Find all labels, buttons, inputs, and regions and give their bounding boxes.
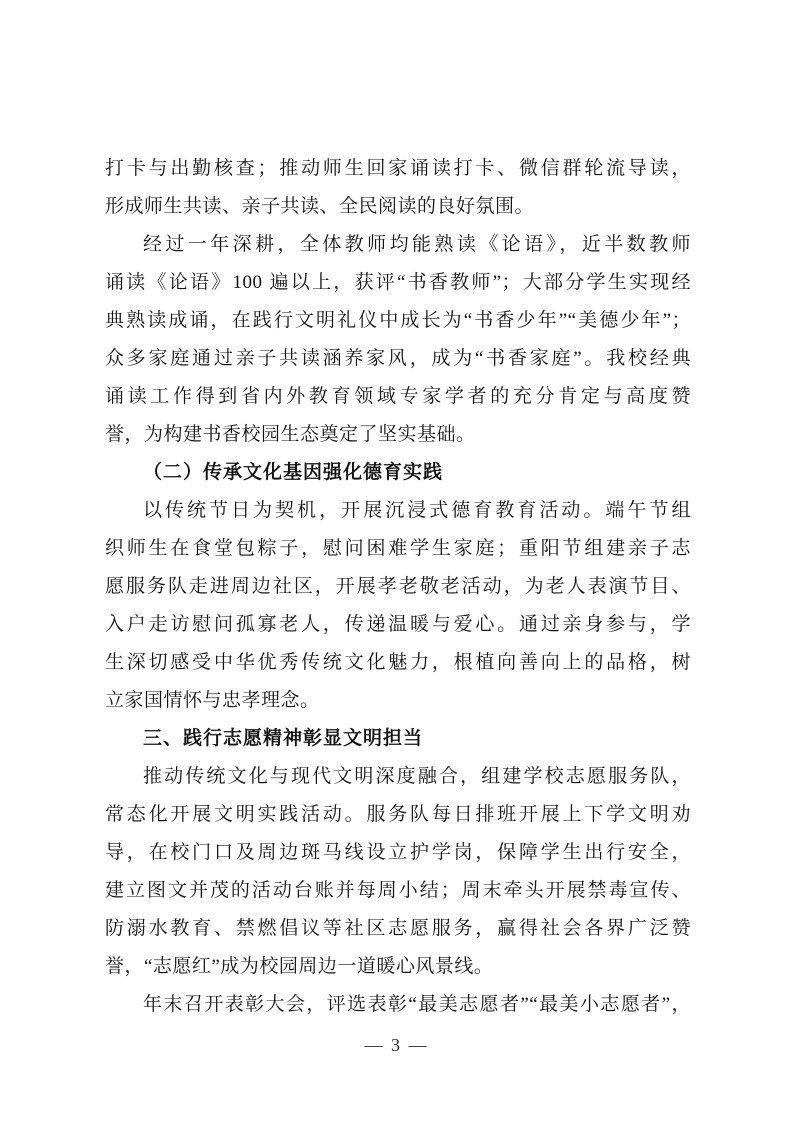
text-line: 众多家庭通过亲子共读涵养家风，成为“书香家庭”。我校经典	[105, 348, 691, 369]
text-line: 三、践行志愿精神彰显文明担当	[143, 728, 424, 749]
page-number: — 3 —	[364, 1035, 429, 1055]
text-line: 导，在校门口及周边斑马线设立护学岗，保障学生出行安全，	[105, 842, 691, 863]
text-line: 推动传统文化与现代文明深度融合，组建学校志愿服务队，	[143, 766, 691, 787]
text-line: 诵读《论语》100 遍以上，获评“书香教师”；大部分学生实现经	[105, 272, 691, 293]
text-line: 典熟读成诵，在践行文明礼仪中成长为“书香少年”“美德少年”；	[105, 310, 691, 331]
text-line: 年末召开表彰大会，评选表彰“最美志愿者”“最美小志愿者”，	[143, 994, 691, 1015]
text-line: 誉，为构建书香校园生态奠定了坚实基础。	[105, 424, 476, 445]
text-line: 建立图文并茂的活动台账并每周小结；周末牵头开展禁毒宣传、	[105, 880, 691, 901]
text-line: 打卡与出勤核查；推动师生回家诵读打卡、微信群轮流导读，	[105, 158, 691, 179]
text-line: 立家国情怀与忠孝理念。	[105, 690, 320, 711]
text-line: 常态化开展文明实践活动。服务队每日排班开展上下学文明劝	[105, 804, 691, 825]
text-line: 以传统节日为契机，开展沉浸式德育教育活动。端午节组	[143, 500, 691, 521]
text-line: 生深切感受中华优秀传统文化魅力，根植向善向上的品格，树	[105, 652, 691, 673]
text-line: 誉，“志愿红”成为校园周边一道暖心风景线。	[105, 956, 494, 977]
text-line: 诵读工作得到省内外教育领域专家学者的充分肯定与高度赞	[105, 386, 691, 407]
page-footer	[0, 1032, 793, 1058]
text-line: 防溺水教育、禁燃倡议等社区志愿服务，赢得社会各界广泛赞	[105, 918, 691, 939]
text-line: 愿服务队走进周边社区，开展孝老敬老活动，为老人表演节目、	[105, 576, 691, 597]
text-line: 织师生在食堂包粽子，慰问困难学生家庭；重阳节组建亲子志	[105, 538, 691, 559]
text-line: （二）传承文化基因强化德育实践	[143, 462, 444, 483]
text-line: 入户走访慰问孤寡老人，传递温暖与爱心。通过亲身参与，学	[105, 614, 691, 635]
text-line: 经过一年深耕，全体教师均能熟读《论语》，近半数教师	[143, 234, 691, 255]
document-body	[105, 150, 691, 1024]
text-line: 形成师生共读、亲子共读、全民阅读的良好氛围。	[105, 196, 535, 217]
